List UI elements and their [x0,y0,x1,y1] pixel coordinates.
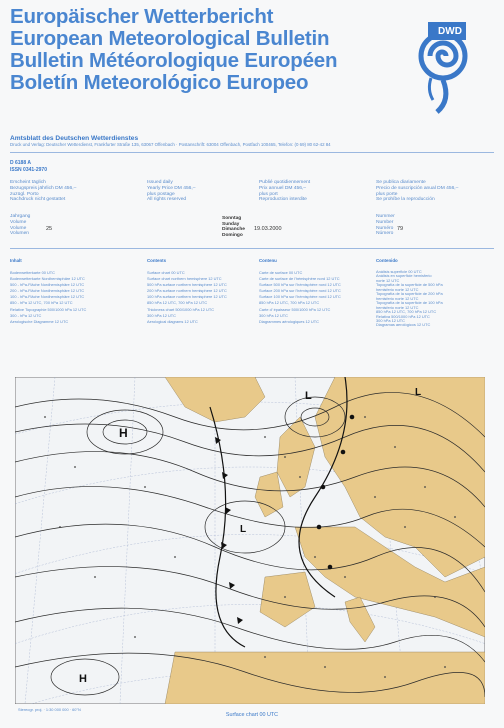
high-pressure-label: H [119,426,128,440]
toc-list-fr [259,270,371,325]
title-en: European Meteorological Bulletin [10,27,330,50]
list-item: Surface chart northern hemisphere 12 UTC [147,276,222,282]
list-item: 300 hPa 12 UTC [147,312,176,318]
projection-note: Stereogr. proj. · 1:30 000 000 · 60°N [18,707,81,712]
list-item: Aerological diagrams 12 UTC [147,318,198,324]
list-item: Análisis superficie 00 UTC [376,270,422,274]
low-pressure-label: L [415,387,422,398]
list-item: Aerologische Diagramme 12 UTC [10,318,69,324]
toc-list-de [10,270,140,325]
list-item: Carte de surface 00 UTC [259,270,303,275]
toc-header-es: Contenido [376,258,398,263]
map-caption: Surface chart 00 UTC [225,712,279,718]
list-item: Surface 100 hPa sur l'hémisphère nord 12 UTC [259,294,341,300]
list-item: Surface chart 00 UTC [147,270,185,275]
publication-en: Issued daily Yearly Price DM 456,– plus postage All rights reserved [147,180,196,203]
list-item: hemisferio norte 12 UTC [376,296,419,301]
list-item: 850 hPa 12 UTC, 700 hPa 12 UTC [376,310,437,315]
list-item: norte 12 UTC [376,278,400,283]
list-item: Topografía de la superficie de 100 hPa [376,301,443,306]
surface-weather-map [15,377,485,704]
number-value: 79 [397,226,404,232]
list-item: Thickness chart 500/1000 hPa 12 UTC [147,306,215,312]
divider [10,248,494,249]
publisher-line: Druck und Verlag: Deutscher Wetterdienst, Frankfurter Straße 135, 63067 Offenbach · Postanschrift: 63004 Offenbach, Postfach 100465, Telefon: (0 69) 80 62-42 84 [10,142,331,147]
toc-list-es [376,270,494,328]
list-item: 850 - hPa 12 UTC, 700 hPa 12 UTC [10,300,73,306]
dwd-logo-icon [412,8,474,118]
logo-text: DWD [438,26,462,37]
list-item: Relative Topographie 500/1000 hPa 12 UTC [10,306,87,312]
list-item: Análisis en superficie hemisferio [376,274,432,279]
volume-value: 25 [46,226,53,232]
list-item: 100 - hPa-Fläche Nordhemisphäre 12 UTC [10,294,85,300]
list-item: 300 hPa 12 UTC [376,318,405,323]
title-fr: Bulletin Météorologique Européen [10,49,338,72]
list-item: Topografía de la superficie de 500 hPa [376,283,443,288]
amtsblatt-heading: Amtsblatt des Deutschen Wetterdienstes [10,135,139,142]
title-es: Boletín Meteorológico Europeo [10,71,309,94]
list-item: 100 hPa surface northern hemisphere 12 UTC [147,294,227,300]
list-item: 300 - hPa 12 UTC [10,312,42,318]
list-item: Diagramas aerológicos 12 UTC [376,323,431,328]
low-pressure-label: L [305,390,312,402]
list-item: hemisferio norte 12 UTC [376,305,419,310]
document-identifier [10,160,47,174]
list-item: Carte de surface de l'hémisphère nord 12 UTC [259,276,340,282]
list-item: 500 - hPa-Fläche Nordhemisphäre 12 UTC [10,282,85,288]
toc-list-en [147,270,255,325]
title-de: Europäischer Wetterbericht [10,5,274,28]
high-pressure-label: H [79,673,87,685]
publication-fr: Publié quotidiennement Prix annuel DM 456,– plus port Reproduction interdite [259,180,311,203]
low-pressure-label: L [240,524,247,535]
toc-header-de: Inhalt [10,258,22,263]
publication-de: Erscheint täglich Bezugspreis jährlich DM 456,– zuzügl. Porto Nachdruck nicht gestattet [10,180,77,203]
list-item: Carte d' épaisseur 500/1000 hPa 12 UTC [259,306,331,312]
divider [10,152,494,153]
number-labels: Nummer Number Numéro Número [376,214,395,237]
list-item: Surface 200 hPa sur l'hémisphère nord 12 UTC [259,288,341,294]
issue-date: 19.03.2000 [254,226,282,232]
list-item: 200 - hPa-Fläche Nordhemisphäre 12 UTC [10,288,85,294]
doc-id: D 6188 A [10,160,31,166]
list-item: 300 hPa 12 UTC [259,312,288,318]
list-item: 200 hPa surface northern hemisphere 12 UTC [147,288,227,294]
list-item: Surface 500 hPa sur l'hémisphère nord 12 UTC [259,282,341,288]
list-item: 500 hPa surface northern hemisphere 12 UTC [147,282,227,288]
issn: ISSN 0341-2970 [10,167,47,173]
list-item: Topografía de la superficie de 200 hPa [376,292,443,297]
toc-header-en: Contents [147,258,167,263]
list-item: Relativa 500/1000 hPa 12 UTC [376,314,430,319]
list-item: Bodenwetterkarte 00 UTC [10,270,55,275]
publication-es: Se publica diariamente Precio de suscripción anual DM 456,– plus porte Se prohíbe la reproducción [376,180,459,203]
volume-labels: Jahrgang Volume Volume Volumen [10,214,31,237]
list-item: hemisferio norte 12 UTC [376,287,419,292]
bulletin-titles [10,6,410,94]
toc-header-fr: Contenu [259,258,277,263]
list-item: 850 hPa 12 UTC, 700 hPa 12 UTC [259,300,320,306]
list-item: Bodenwetterkarte Nordhemisphäre 12 UTC [10,276,85,282]
list-item: 850 hPa 12 UTC, 700 hPa 12 UTC [147,300,208,306]
list-item: Diagrammes aérologiques 12 UTC [259,318,319,324]
weekday: Sonntag Sunday Dimanche Domingo [222,216,245,238]
